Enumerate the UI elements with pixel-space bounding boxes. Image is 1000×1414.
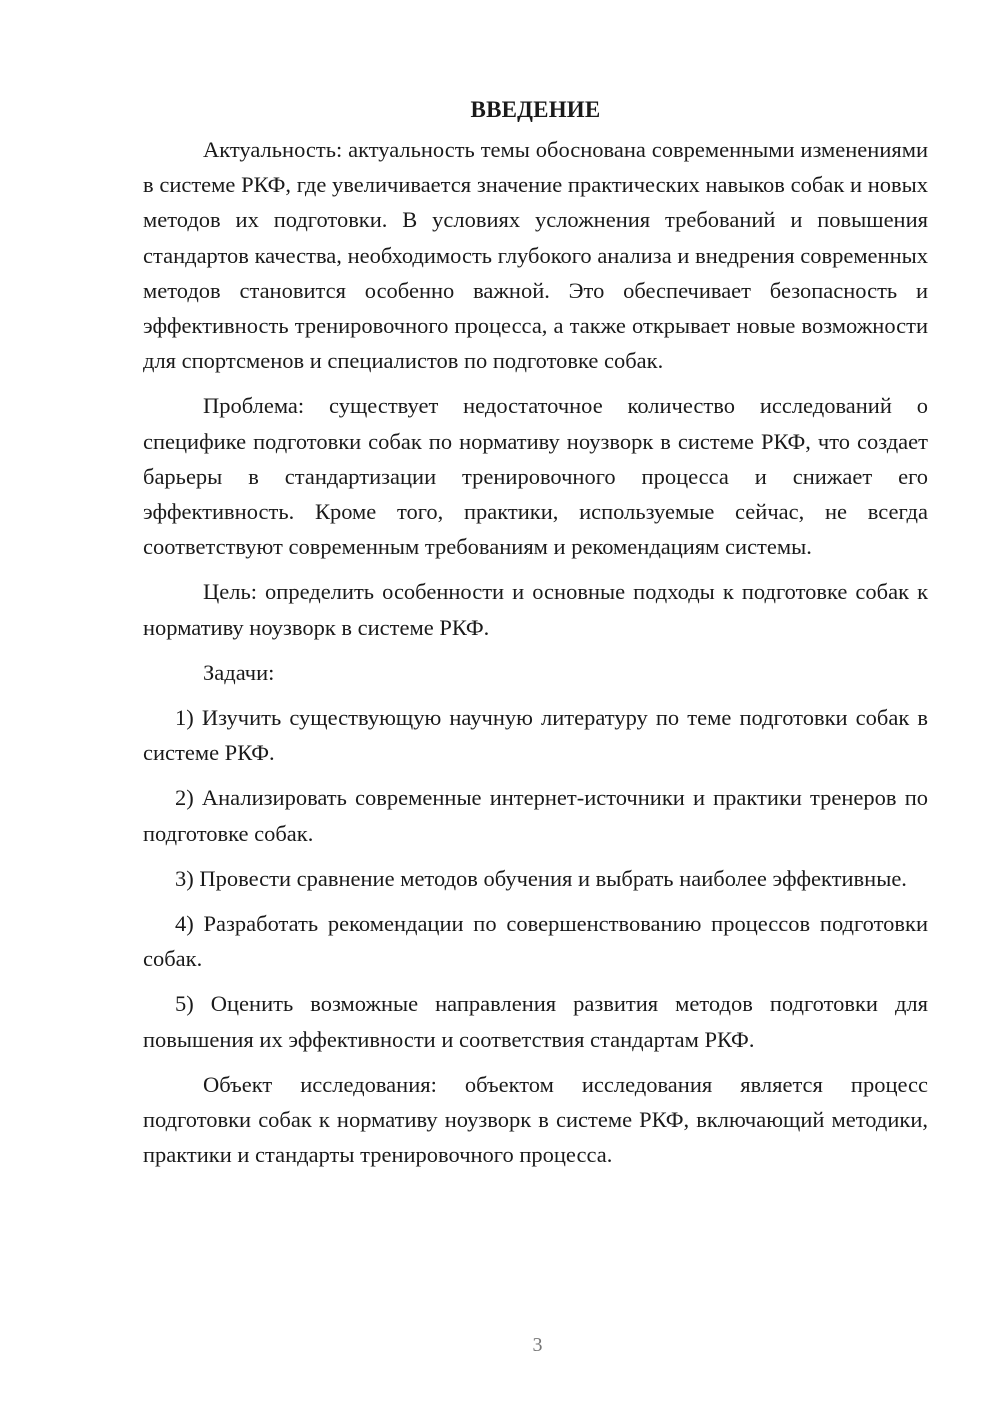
task-item: 1) Изучить существующую научную литературу по теме подготовки собак в системе РКФ.: [143, 705, 928, 766]
page-content: [143, 92, 928, 1182]
problem-paragraph: Проблема: существует недостаточное количество исследований о специфике подготовки собак по нормативу ноузворк в системе РКФ, что создает барьеры в стандартизации тренировочного процесса и снижает его эффективность. Кроме того, практики, используемые сейчас, не всегда соответствуют современным требованиям и рекомендациям системы.: [143, 393, 928, 560]
relevance-paragraph: Актуальность: актуальность темы обоснована современными изменениями в системе РКФ, где увеличивается значение практических навыков собак и новых методов их подготовки. В условиях усложнения требований и повышения стандартов качества, необходимость глубокого анализа и внедрения современных методов становится особенно важной. Это обеспечивает безопасность и эффективность тренировочного процесса, а также открывает новые возможности для спортсменов и специалистов по подготовке собак.: [143, 137, 928, 374]
page-number: 3: [532, 1334, 543, 1356]
task-item: 3) Провести сравнение методов обучения и выбрать наиболее эффективные.: [175, 865, 907, 891]
section-heading: ВВЕДЕНИЕ: [470, 97, 601, 122]
task-item: 4) Разработать рекомендации по совершенствованию процессов подготовки собак.: [143, 911, 928, 972]
tasks-label: Задачи:: [203, 659, 275, 685]
goal-paragraph: Цель: определить особенности и основные подходы к подготовке собак к нормативу ноузворк в системе РКФ.: [143, 579, 928, 640]
task-item: 5) Оценить возможные направления развития методов подготовки для повышения их эффективности и соответствия стандартам РКФ.: [143, 991, 928, 1052]
task-item: 2) Анализировать современные интернет-источники и практики тренеров по подготовке собак.: [143, 785, 928, 846]
object-paragraph: Объект исследования: объектом исследования является процесс подготовки собак к нормативу ноузворк в системе РКФ, включающий методики, практики и стандарты тренировочного процесса.: [143, 1071, 928, 1168]
